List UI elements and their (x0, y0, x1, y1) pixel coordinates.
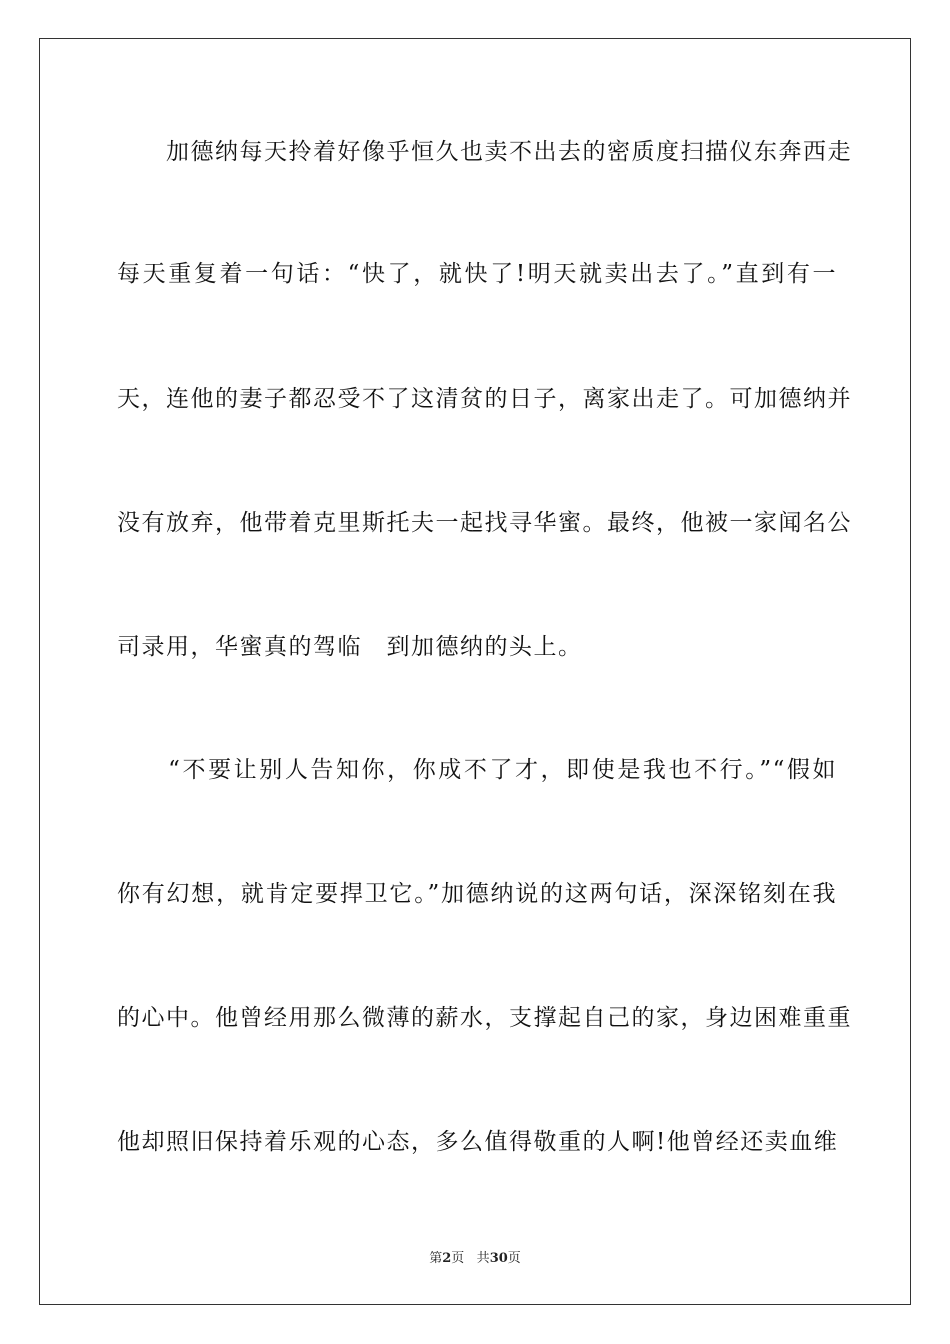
total-suffix: 页 (507, 1251, 521, 1266)
total-pages: 30 (489, 1251, 508, 1266)
page-prefix: 第 (429, 1251, 443, 1266)
page-number: 2 (442, 1251, 452, 1266)
text-line: 每天重复着一句话：“快了，就快了!明天就卖出去了。”直到有一 (117, 261, 837, 287)
text-line: 天，连他的妻子都忍受不了这清贫的日子，离家出走了。可加德纳并 (117, 386, 852, 412)
text-line: 你有幻想，就肯定要捍卫它。”加德纳说的这两句话，深深铭刻在我 (117, 881, 837, 907)
page-suffix: 页 (451, 1251, 465, 1266)
text-line: 的心中。他曾经用那么微薄的薪水，支撑起自己的家，身边困难重重 (117, 1005, 852, 1031)
text-line: 司录用，华蜜真的驾临 到加德纳的头上。 (117, 634, 583, 660)
text-line: “不要让别人告知你，你成不了才，即使是我也不行。”“假如 (117, 757, 837, 783)
text-line: 加德纳每天拎着好像乎恒久也卖不出去的密质度扫描仪东奔西走 (117, 139, 852, 165)
page-border (39, 38, 911, 1305)
page-footer (0, 1247, 950, 1266)
total-prefix: 共 (476, 1251, 490, 1266)
text-line: 他却照旧保持着乐观的心态，多么值得敬重的人啊!他曾经还卖血维 (117, 1129, 839, 1155)
text-line: 没有放弃，他带着克里斯托夫一起找寻华蜜。最终，他被一家闻名公 (117, 510, 852, 536)
